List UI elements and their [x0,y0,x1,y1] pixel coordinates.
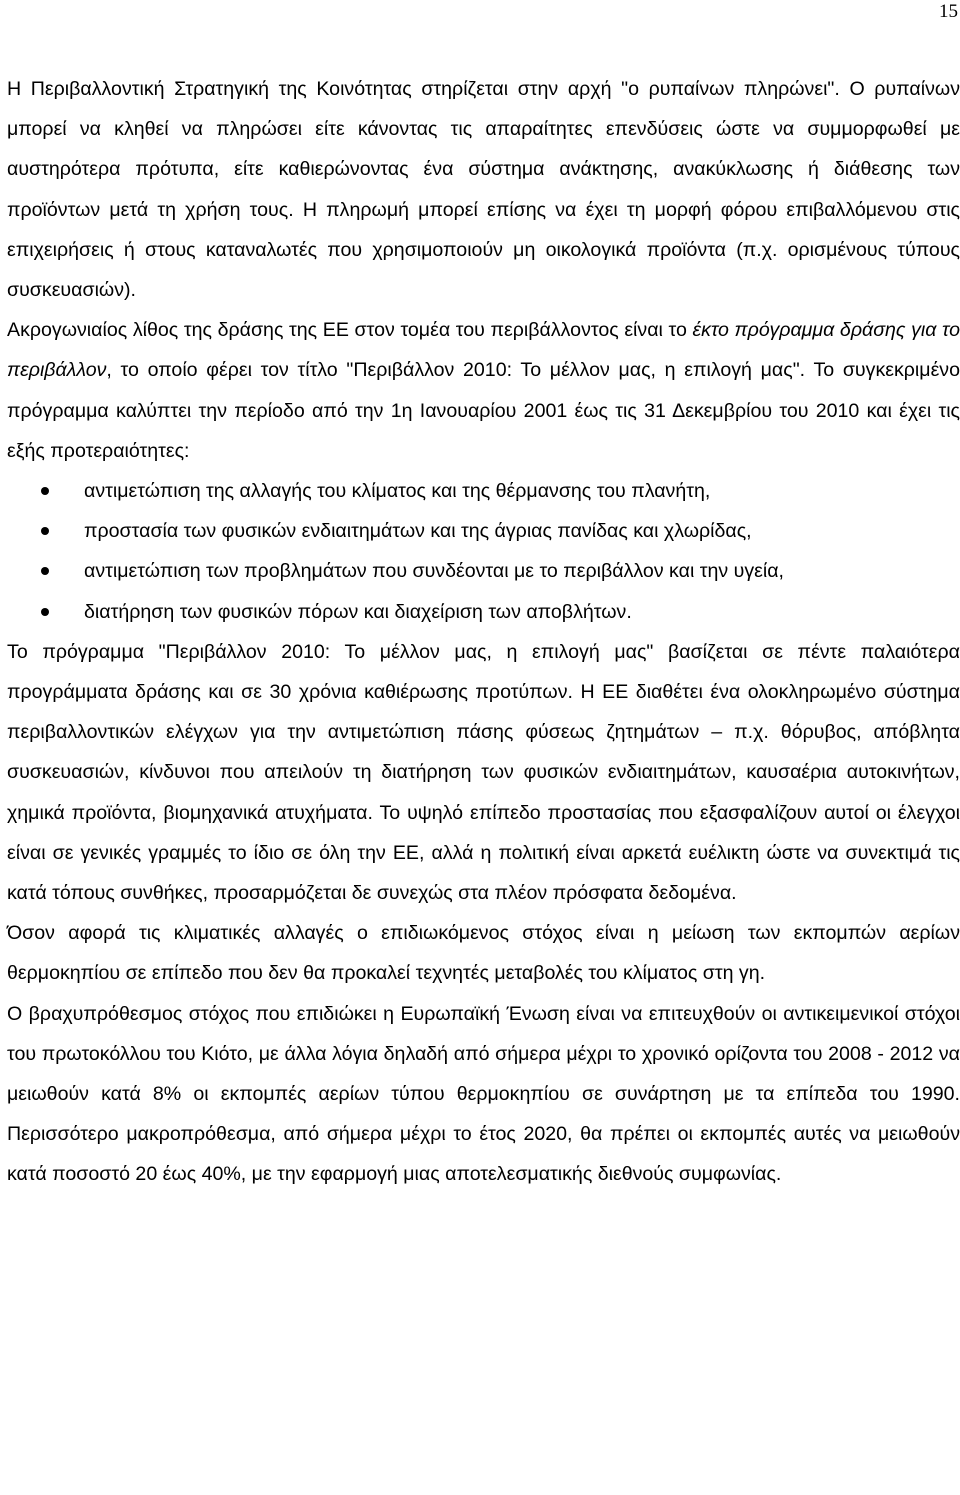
list-item: διατήρηση των φυσικών πόρων και διαχείριση των αποβλήτων. [7,592,960,632]
priorities-list [7,471,960,632]
paragraph-environment-2010: Το πρόγραμμα "Περιβάλλον 2010: Το μέλλον μας, η επιλογή μας" βασίζεται σε πέντε παλαιότερα προγράμματα δράσης και σε 30 χρόνια καθιέρωσης προτύπων. Η ΕΕ διαθέτει ένα ολοκληρωμένο σύστημα περιβαλλοντικών ελέγχων για την αντιμετώπιση πάσης φύσεως ζητημάτων – π.χ. θόρυβος, απόβλητα συσκευασιών, κίνδυνοι που απειλούν τη διατήρηση των φυσικών ενδιαιτημάτων, καυσαέρια αυτοκινήτων, χημικά προϊόντα, βιομηχανικά ατυχήματα. Το υψηλό επίπεδο προστασίας που εξασφαλίζουν αυτοί οι έλεγχοι είναι σε γενικές γραμμές το ίδιο σε όλη την ΕΕ, αλλά η πολιτική είναι αρκετά ευέλικτη ώστε να συνεκτιμά τις κατά τόπους συνθήκες, προσαρμόζεται δε συνεχώς στα πλέον πρόσφατα δεδομένα. [7,640,960,905]
programme-title-italic: έκτο πρόγραμμα δράσης για το περιβάλλον [7,319,960,382]
page-number: 15 [939,1,958,22]
paragraph-climate-change: Όσον αφορά τις κλιματικές αλλαγές ο επιδιωκόμενος στόχος είναι η μείωση των εκπομπών αερίων θερμοκηπίου σε επίπεδο που δεν θα προκαλεί τεχνητές μεταβολές του κλίματος στη γη. [7,922,960,985]
paragraph-polluter-pays: Η Περιβαλλοντική Στρατηγική της Κοινότητας στηρίζεται στην αρχή "ο ρυπαίνων πληρώνει". Ο ρυπαίνων μπορεί να κληθεί να πληρώσει είτε κάνοντας τις απαραίτητες επενδύσεις ώστε να συμμορφωθεί με αυστηρότερα πρότυπα, είτε καθιερώνοντας ένα σύστημα ανάκτησης, ανακύκλωσης ή διάθεσης των προϊόντων μετά τη χρήση τους. Η πληρωμή μπορεί επίσης να έχει τη μορφή φόρου επιβαλλόμενου στις επιχειρήσεις ή στους καταναλωτές που χρησιμοποιούν μη οικολογικά προϊόντα (π.χ. ορισμένους τύπους συσκευασιών). [7,78,960,302]
paragraph-sixth-programme-part2: , το οποίο φέρει τον τίτλο "Περιβάλλον 2010: Το μέλλον μας, η επιλογή μας". Το συγκεκριμένο πρόγραμμα καλύπτει την περίοδο από την 1η Ιανουαρίου 2001 έως τις 31 Δεκεμβρίου του 2010 και έχει τις εξής προτεραιότητες: [7,359,960,462]
paragraph-sixth-programme-part1: Ακρογωνιαίος λίθος της δράσης της ΕΕ στον τομέα του περιβάλλοντος είναι το [7,319,693,342]
paragraph-kyoto-targets: Ο βραχυπρόθεσμος στόχος που επιδιώκει η Ευρωπαϊκή Ένωση είναι να επιτευχθούν οι αντικειμενικοί στόχοι του πρωτοκόλλου του Κιότο, με άλλα λόγια δηλαδή από σήμερα μέχρι το χρονικό ορίζοντα του 2008 - 2012 να μειωθούν κατά 8% οι εκπομπές αερίων τύπου θερμοκηπίου σε συνάρτηση με τα επίπεδα του 1990. Περισσότερο μακροπρόθεσμα, από σήμερα μέχρι το έτος 2020, θα πρέπει οι εκπομπές αυτές να μειωθούν κατά ποσοστό 20 έως 40%, με την εφαρμογή μιας αποτελεσματικής διεθνούς συμφωνίας. [7,1002,960,1186]
list-item: αντιμετώπιση της αλλαγής του κλίματος και της θέρμανσης του πλανήτη, [7,471,960,511]
list-item: προστασία των φυσικών ενδιαιτημάτων και της άγριας πανίδας και χλωρίδας, [7,511,960,551]
document-body [7,69,960,1195]
paragraph-sixth-programme [7,310,960,471]
list-item: αντιμετώπιση των προβλημάτων που συνδέονται με το περιβάλλον και την υγεία, [7,551,960,591]
